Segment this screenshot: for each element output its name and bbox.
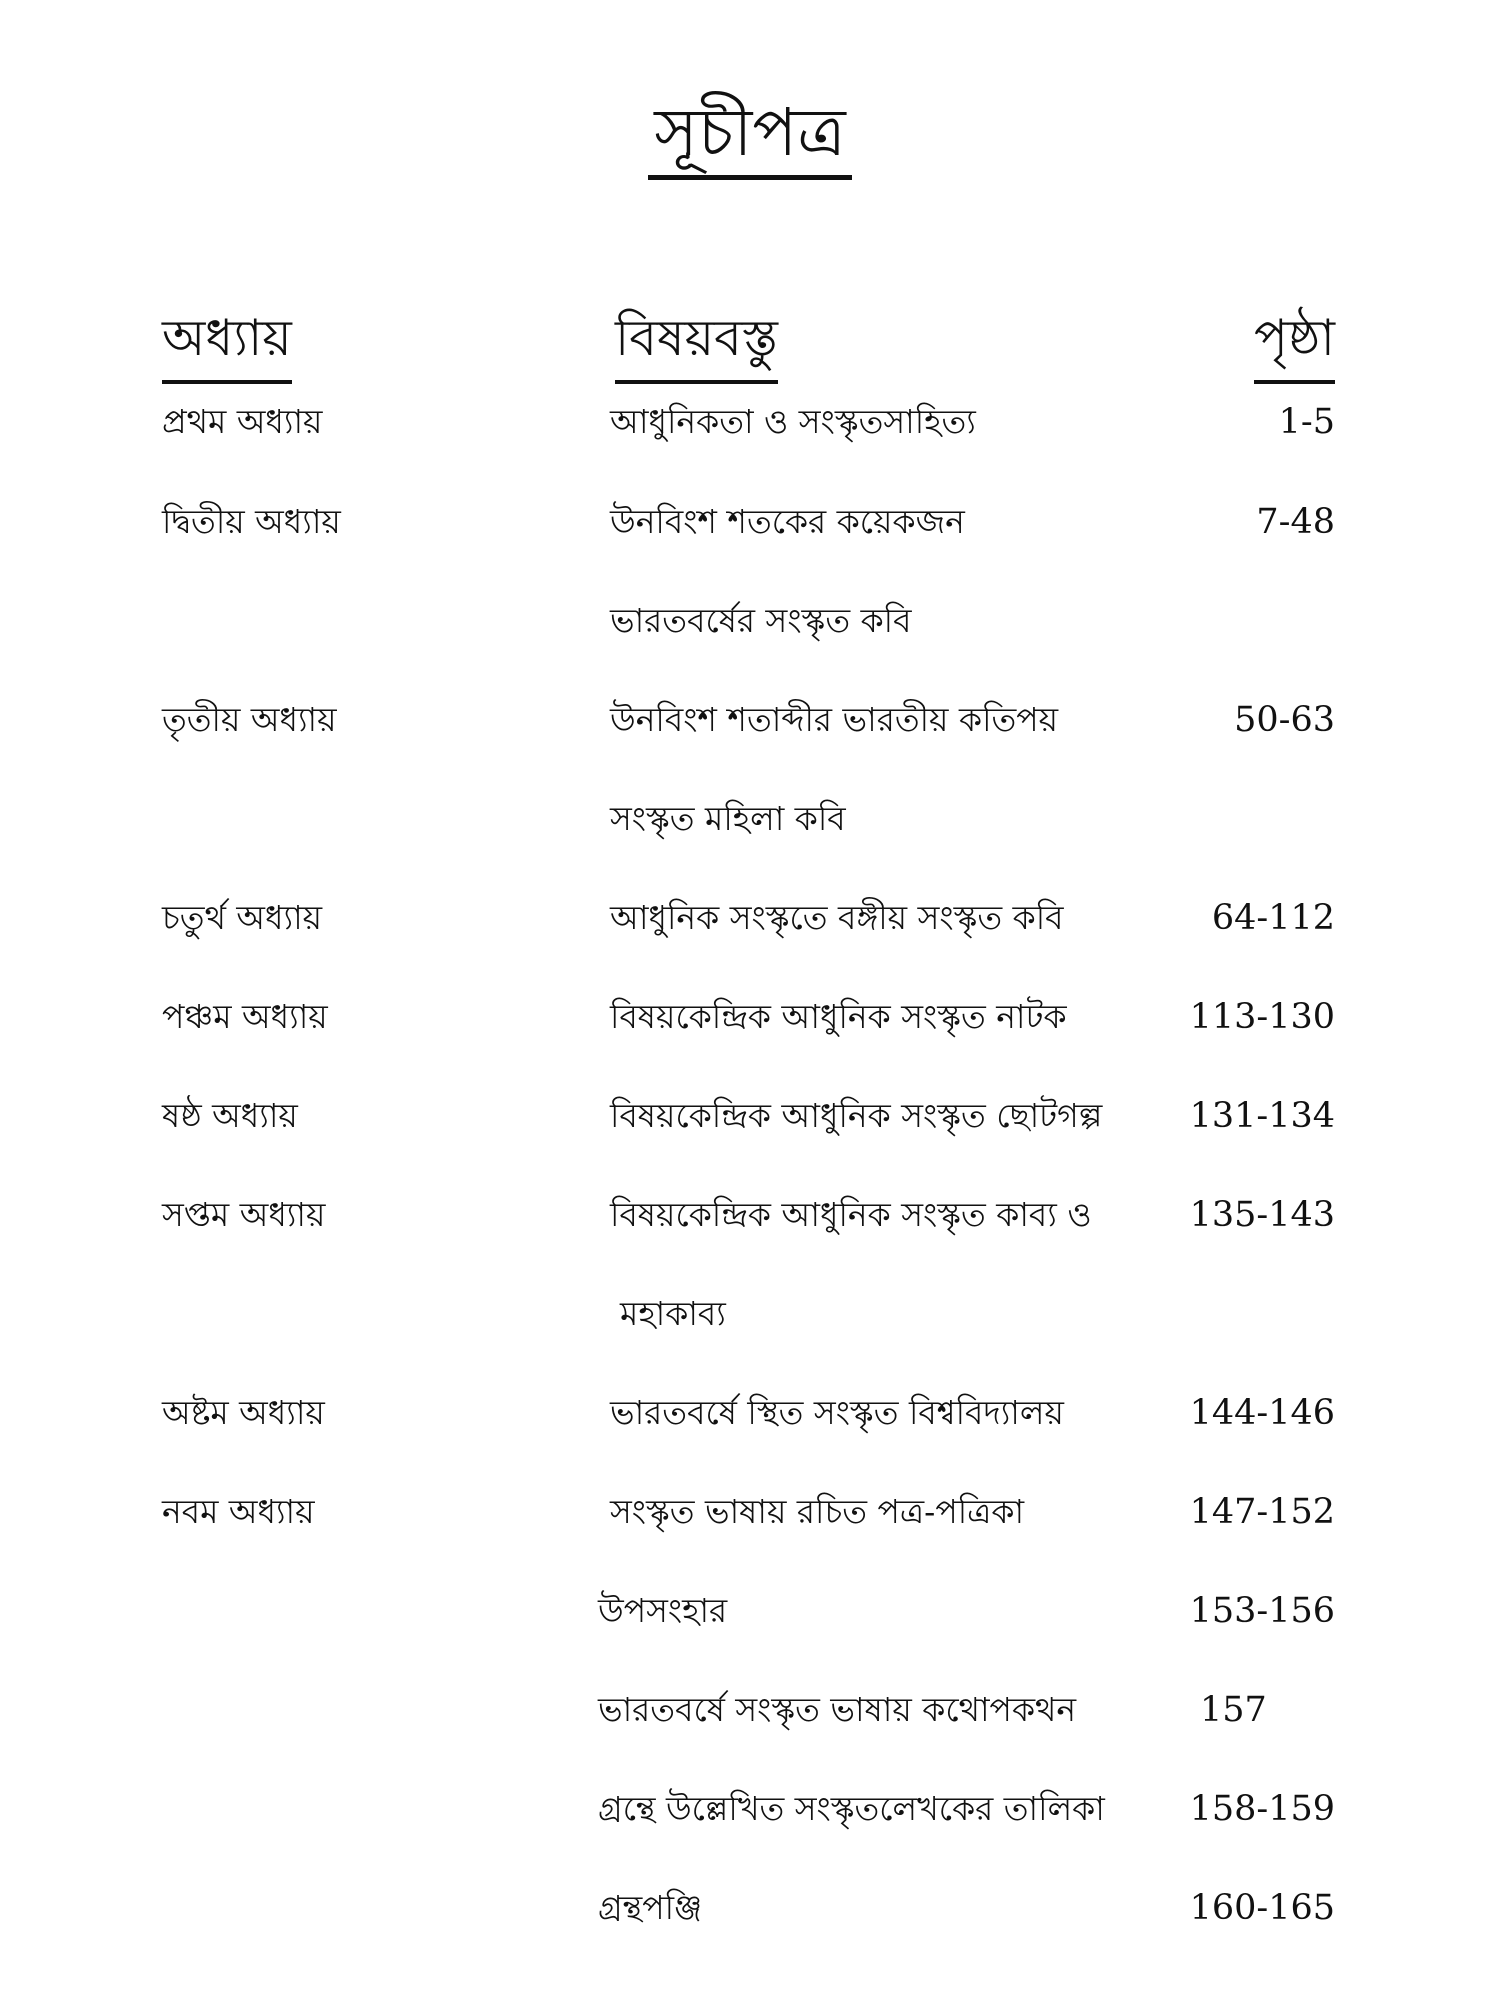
chapter-cell: চতুর্থ অধ্যায় <box>162 898 323 937</box>
subject-cell: আধুনিকতা ও সংস্কৃতসাহিত্য <box>610 402 976 441</box>
chapter-cell: প্রথম অধ্যায় <box>162 402 323 441</box>
contents-row <box>0 1482 1500 1542</box>
subject-cell: ভারতবর্ষের সংস্কৃত কবি <box>610 601 912 640</box>
header-page: পৃষ্ঠা <box>1254 298 1335 384</box>
contents-row <box>0 1680 1500 1740</box>
contents-row <box>0 987 1500 1047</box>
subject-cell: ভারতবর্ষে স্থিত সংস্কৃত বিশ্ববিদ্যালয় <box>610 1393 1064 1432</box>
page-cell: 147-152 <box>1189 1492 1335 1532</box>
chapter-cell: সপ্তম অধ্যায় <box>162 1195 326 1234</box>
subject-cell: সংস্কৃত ভাষায় রচিত পত্র-পত্রিকা <box>610 1492 1025 1531</box>
contents-row <box>0 1581 1500 1641</box>
header-chapter: অধ্যায় <box>162 298 292 384</box>
contents-row <box>0 1779 1500 1839</box>
subject-cell: বিষয়কেন্দ্রিক আধুনিক সংস্কৃত কাব্য ও <box>610 1195 1092 1234</box>
subject-cell: আধুনিক সংস্কৃতে বঙ্গীয় সংস্কৃত কবি <box>610 898 1064 937</box>
subject-cell: উনবিংশ শতাব্দীর ভারতীয় কতিপয় <box>610 700 1059 739</box>
chapter-cell: নবম অধ্যায় <box>162 1492 315 1531</box>
page-cell: 1-5 <box>1278 402 1335 442</box>
chapter-cell: অষ্টম অধ্যায় <box>162 1393 325 1432</box>
contents-row <box>0 690 1500 750</box>
header-subject: বিষয়বস্তু <box>615 298 778 384</box>
subject-cell: বিষয়কেন্দ্রিক আধুনিক সংস্কৃত নাটক <box>610 997 1067 1036</box>
subject-cell: সংস্কৃত মহিলা কবি <box>610 799 846 838</box>
page-cell: 7-48 <box>1256 502 1335 542</box>
contents-row <box>0 789 1500 849</box>
chapter-cell: দ্বিতীয় অধ্যায় <box>162 502 341 541</box>
subject-cell: গ্রন্থপঞ্জি <box>598 1888 703 1927</box>
contents-row <box>0 591 1500 651</box>
page-title-text: সূচীপত্র <box>648 94 851 180</box>
subject-cell: গ্রন্থে উল্লেখিত সংস্কৃতলেখকের তালিকা <box>598 1789 1105 1828</box>
subject-cell: ভারতবর্ষে সংস্কৃত ভাষায় কথোপকথন <box>598 1690 1077 1729</box>
page-cell: 64-112 <box>1211 898 1335 938</box>
subject-cell: বিষয়কেন্দ্রিক আধুনিক সংস্কৃত ছোটগল্প <box>610 1096 1103 1135</box>
contents-row <box>0 492 1500 552</box>
contents-row <box>0 392 1500 452</box>
page-cell: 160-165 <box>1189 1888 1335 1928</box>
page-cell: 153-156 <box>1189 1591 1335 1631</box>
page-cell: 158-159 <box>1189 1789 1335 1829</box>
page-cell: 131-134 <box>1189 1096 1335 1136</box>
page-cell: 135-143 <box>1189 1195 1335 1235</box>
page-cell: 157 <box>1200 1690 1267 1730</box>
page-cell: 113-130 <box>1189 997 1335 1037</box>
contents-row <box>0 888 1500 948</box>
chapter-cell: ষষ্ঠ অধ্যায় <box>162 1096 298 1135</box>
contents-row <box>0 1185 1500 1245</box>
subject-cell: উপসংহার <box>598 1591 728 1630</box>
page-cell: 50-63 <box>1234 700 1335 740</box>
subject-cell: উনবিংশ শতকের কয়েকজন <box>610 502 965 541</box>
contents-row <box>0 1086 1500 1146</box>
subject-cell: মহাকাব্য <box>620 1294 726 1333</box>
chapter-cell: পঞ্চম অধ্যায় <box>162 997 328 1036</box>
page-cell: 144-146 <box>1189 1393 1335 1433</box>
chapter-cell: তৃতীয় অধ্যায় <box>162 700 337 739</box>
contents-row <box>0 1878 1500 1938</box>
contents-row <box>0 1383 1500 1443</box>
contents-row <box>0 1284 1500 1344</box>
